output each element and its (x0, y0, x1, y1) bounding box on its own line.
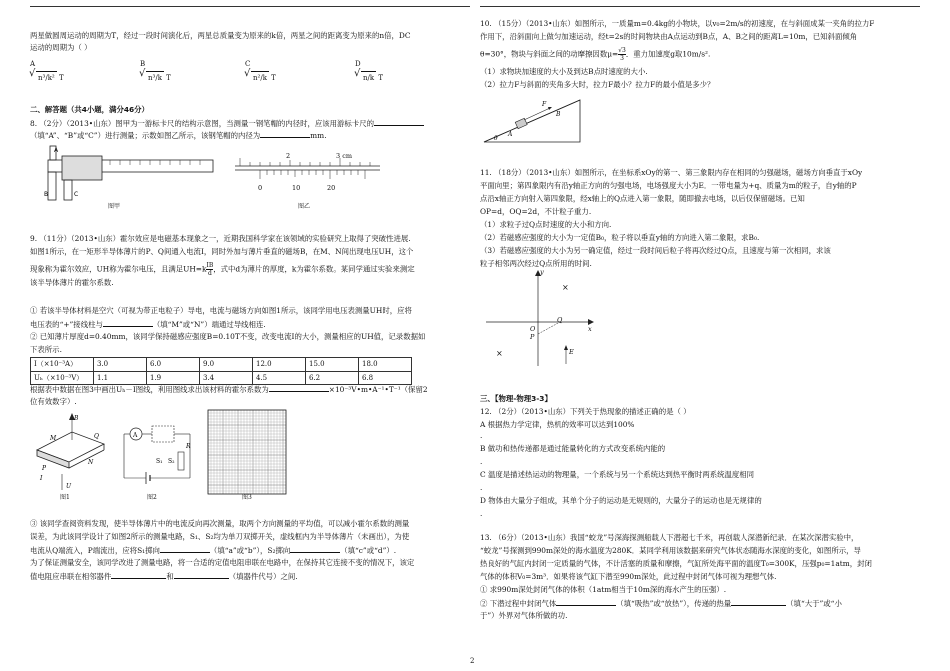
q11-line-2: 平面向里；第四象限内有沿y轴正方向的匀强电场，电场强度大小为E．一带电量为+q、质量为m的粒子，自y轴的P (480, 181, 857, 190)
q9-2-line-2: 下表所示. (30, 345, 62, 354)
data-table (30, 356, 412, 385)
q13-sub-2: ② 下潜过程中封闭气体 （填“吸热”或“放热”），传递的热量 （填“大于”或“小 (480, 599, 842, 608)
origin-label: O (530, 325, 536, 333)
q9-graph-line-1: 根据表中数据在图3中画出Uₕ－I图线，利用图线求出该材料的霍尔系数为 ×10⁻³V•m•A⁻¹•T⁻¹（保留2 (30, 385, 428, 394)
caliper-figure (40, 142, 220, 210)
svg-text:C: C (74, 191, 79, 198)
q9-3-line-5: 值电阻应串联在相邻器件 和 （填器件代号）之间. (30, 572, 298, 581)
hall-plate-figure (32, 410, 110, 500)
svg-text:N: N (88, 459, 94, 466)
grid-lines (208, 410, 286, 494)
q9-3-line-1: ③ 该同学查阅资料发现，使半导体薄片中的电流反向再次测量，取两个方向测量的平均值，可以减小霍尔系数的测量 (30, 519, 410, 528)
svg-text:M: M (50, 435, 57, 442)
q7-option-b: B √ n³/k T (140, 58, 171, 84)
q9-3-line-4: 为了保证测量安全，该同学改进了测量电路，将一合适的定值电阻串联在电路中，在保持其它连接不变的情况下，该定 (30, 558, 415, 567)
q7-options (30, 58, 470, 86)
q12-option-b: B 做功和热传递都是通过能量转化的方式改变系统内能的 (480, 444, 666, 453)
scale-label-20: 20 (327, 184, 336, 192)
caption-fig1: 图1 (60, 494, 70, 501)
q7-option-c: C √ n²/k T (245, 58, 276, 84)
q13-line-2: “蛟龙”号探测到990m深处的海水温度为280K．某同学利用该数据来研究气体状态随海水深度的变化，如图所示，导 (480, 546, 861, 555)
section2-title: 二、解答题（共4小题，满分46分） (30, 105, 149, 114)
q7-option-a: A √ n³/k² T (30, 58, 64, 84)
caption-fig2: 图2 (147, 494, 157, 501)
svg-text:F: F (542, 101, 547, 108)
svg-text:U: U (66, 483, 72, 490)
q13-sub-1: ① 求990m深处封闭气体的体积（1atm相当于10m深的海水产生的压强）. (480, 585, 727, 594)
q11-sub-3: （3）若磁感应强度的大小为另一确定值，经过一段时间后粒子将再次经过Q点，且速度与第一次相同，求该 (480, 246, 831, 255)
q12-dot-b: . (480, 457, 483, 466)
svg-text:A: A (54, 147, 59, 154)
q7-option-d: D √ n/k T (355, 58, 383, 84)
q12-dot-a: . (480, 431, 483, 440)
q11-sub-2: （2）若磁感应强度的大小为一定值B₀，粒子将以垂直y轴的方向进入第二象限，求B₀. (480, 233, 760, 242)
svg-text:S₁: S₁ (156, 458, 163, 465)
page-number: 2 (470, 657, 475, 665)
q11-sub-4: 粒子相邻两次经过Q点所用的时间. (480, 259, 592, 268)
q9-line-1: 9. （11分）（2013•山东）霍尔效应是电磁基本现象之一，近期我国科学家在该领域的实验研究上取得了突破性进展. (30, 234, 411, 243)
q11-sub-1: （1）求粒子过Q点时速度的大小和方向. (480, 220, 612, 229)
q9-1-line-1: ① 若该半导体材料是空穴（可视为带正电粒子）导电，电流与磁场方向如图1所示，该同学用电压表测量UH时，应将 (30, 306, 412, 315)
q9-3-line-3: 电流从Q端流入，P端流出，应将S₁掷向 （填“a”或“b”），S₂掷向 （填“c”或“d”）. (30, 546, 397, 555)
q9-line-3: 现象称为霍尔效应，UH称为霍尔电压，且满足UH=k IB d，式中d为薄片的厚度，k为霍尔系数。某同学通过实验来测定 (30, 262, 415, 277)
svg-text:S₂: S₂ (168, 458, 175, 465)
cross-mark-q1: × (562, 283, 569, 292)
q11-line-4: OP=d，OQ=2d，不计粒子重力. (480, 207, 592, 216)
q10-line-1: 10. （15分）（2013•山东）如图所示，一质量m=0.4kg的小物块，以v₀=2m/s的初速度，在与斜面成某一夹角的拉力F (480, 19, 875, 28)
scale-label-10: 10 (292, 184, 301, 192)
q12-dot-c: . (480, 483, 483, 492)
q13-sub-3: 于”）外界对气体所做的功. (480, 611, 568, 620)
q13-line-1: 13. （6分）（2013•山东）我国“蛟龙”号深海探测船载人下潜超七千米，再创载人深潜新纪录．在某次深潜实验中， (480, 533, 859, 542)
scale-label-2: 2 (286, 152, 291, 160)
svg-text:I: I (40, 475, 43, 482)
svg-text:P: P (42, 465, 47, 472)
q7-line-1: 两星做圆周运动的周期为T，经过一段时间演化后，两星总质量变为原来的k倍，两星之间的距离变为原来的n倍，DC (30, 31, 411, 40)
q12-stem: 12. （2分）（2013•山东）下列关于热现象的描述正确的是（ ） (480, 407, 691, 416)
svg-text:Q: Q (94, 433, 99, 440)
q7-line-2: 运动的周期为（ ） (30, 43, 92, 52)
cross-mark-q3: × (496, 349, 503, 358)
vernier-scale-figure (230, 152, 390, 200)
q12-option-a: A 根据热力学定律，热机的效率可以达到100% (480, 420, 635, 429)
point-p-label: P (530, 333, 535, 341)
svg-text:B: B (556, 111, 561, 118)
field-e-label: E (569, 348, 574, 356)
q9-2-line-1: ② 已知薄片厚度d=0.40mm，该同学保持磁感应强度B=0.10T不变，改变电流I的大小，测量相应的UH值，记录数据如 (30, 332, 426, 341)
section3-title: 三、【物理-物理3-3】 (480, 394, 552, 403)
q10-line-2: 作用下，沿斜面向上做匀加速运动，经t=2s的时间物块由A点运动到B点，A、B之间的距离L=10m，已知斜面倾角 (480, 32, 858, 41)
scale-label-3cm: 3 cm (336, 152, 353, 160)
caption-yi: 图乙 (298, 203, 311, 210)
q12-option-d: D 物体由大量分子组成，其单个分子的运动是无规则的，大量分子的运动也是无规律的 (480, 496, 762, 505)
q11-line-1: 11. （18分）（2013•山东）如图所示，在坐标系xOy的第一、第三象限内存在相同的匀强磁场，磁场方向垂直于xOy (480, 168, 863, 177)
q9-line-4: 该半导体薄片的霍尔系数. (30, 278, 114, 287)
q8-line-1: 8. （2分）（2013•山东）图甲为一游标卡尺的结构示意图，当测量一钢笔帽的内径时，应该用游标卡尺的 (30, 117, 424, 131)
q13-line-3: 热良好的气缸内封闭一定质量的气体，不计活塞的质量和摩擦，气缸所处海平面的温度T₀=300K，压强p₀=1atm，封闭 (480, 559, 872, 568)
top-rule-right (480, 6, 920, 7)
q9-line-2: 如图1所示，在一矩形半导体薄片的P、Q间通入电流I，同时外加与薄片垂直的磁场B，在M、N间出现电压UH，这个 (30, 247, 414, 256)
point-q-label: Q (557, 316, 563, 324)
svg-text:θ: θ (494, 135, 498, 142)
table-row-voltage: Uₕ（×10⁻³V） 1.1 1.9 3.4 4.5 6.2 6.8 (31, 371, 412, 385)
incline-figure (480, 92, 590, 148)
svg-text:B: B (74, 415, 79, 422)
q10-sub-1: （1）求物块加速度的大小及到达B点时速度的大小. (480, 67, 648, 76)
q11-line-3: 点沿x轴正方向射入第四象限，经x轴上的Q点进入第一象限，随即撤去电场，以后仅保留磁场。已知 (480, 194, 805, 203)
circuit-figure (120, 418, 198, 498)
table-row-current: I（×10⁻³A） 3.0 6.0 9.0 12.0 15.0 18.0 (31, 358, 412, 372)
svg-text:R: R (186, 443, 191, 450)
q9-3-line-2: 误差，为此该同学设计了如图2所示的测量电路，S₁、S₂均为单刀双掷开关，虚线框内为半导体薄片（未画出），为使 (30, 532, 410, 541)
scale-label-0: 0 (258, 184, 263, 192)
q9-1-line-2: 电压表的“+”接线柱与 （填“M”或“N”）端通过导线相连. (30, 320, 266, 329)
q10-line-3: θ=30°，物块与斜面之间的动摩擦因数μ= $\frac{√3}{3}$．重力加速度g取10m/s². (480, 47, 711, 62)
q13-line-4: 气体的体积V₀=3m³．如果将该气缸下潜至990m深处，此过程中封闭气体可视为理想气体. (480, 572, 777, 581)
svg-text:A: A (133, 432, 138, 439)
q10-sub-2: （2）拉力F与斜面的夹角多大时，拉力F最小？拉力F的最小值是多少？ (480, 80, 715, 89)
axis-x-label: x (588, 325, 592, 333)
q12-dot-d: . (480, 509, 483, 518)
svg-text:B: B (44, 191, 49, 198)
axis-y-label: y (540, 268, 544, 276)
svg-text:A: A (508, 131, 513, 138)
q12-option-c: C 温度是描述热运动的物理量，一个系统与另一个系统达到热平衡时两系统温度相同 (480, 470, 755, 479)
caption-fig3: 图3 (242, 494, 252, 501)
top-rule-left (30, 6, 470, 7)
q8-line-2: （填“A”、“B”或“C”）进行测量；示数如图乙所示，该钢笔帽的内径为 mm. (30, 131, 327, 140)
q9-graph-line-2: 位有效数字）. (30, 397, 77, 406)
caption-jia: 图甲 (108, 203, 121, 210)
